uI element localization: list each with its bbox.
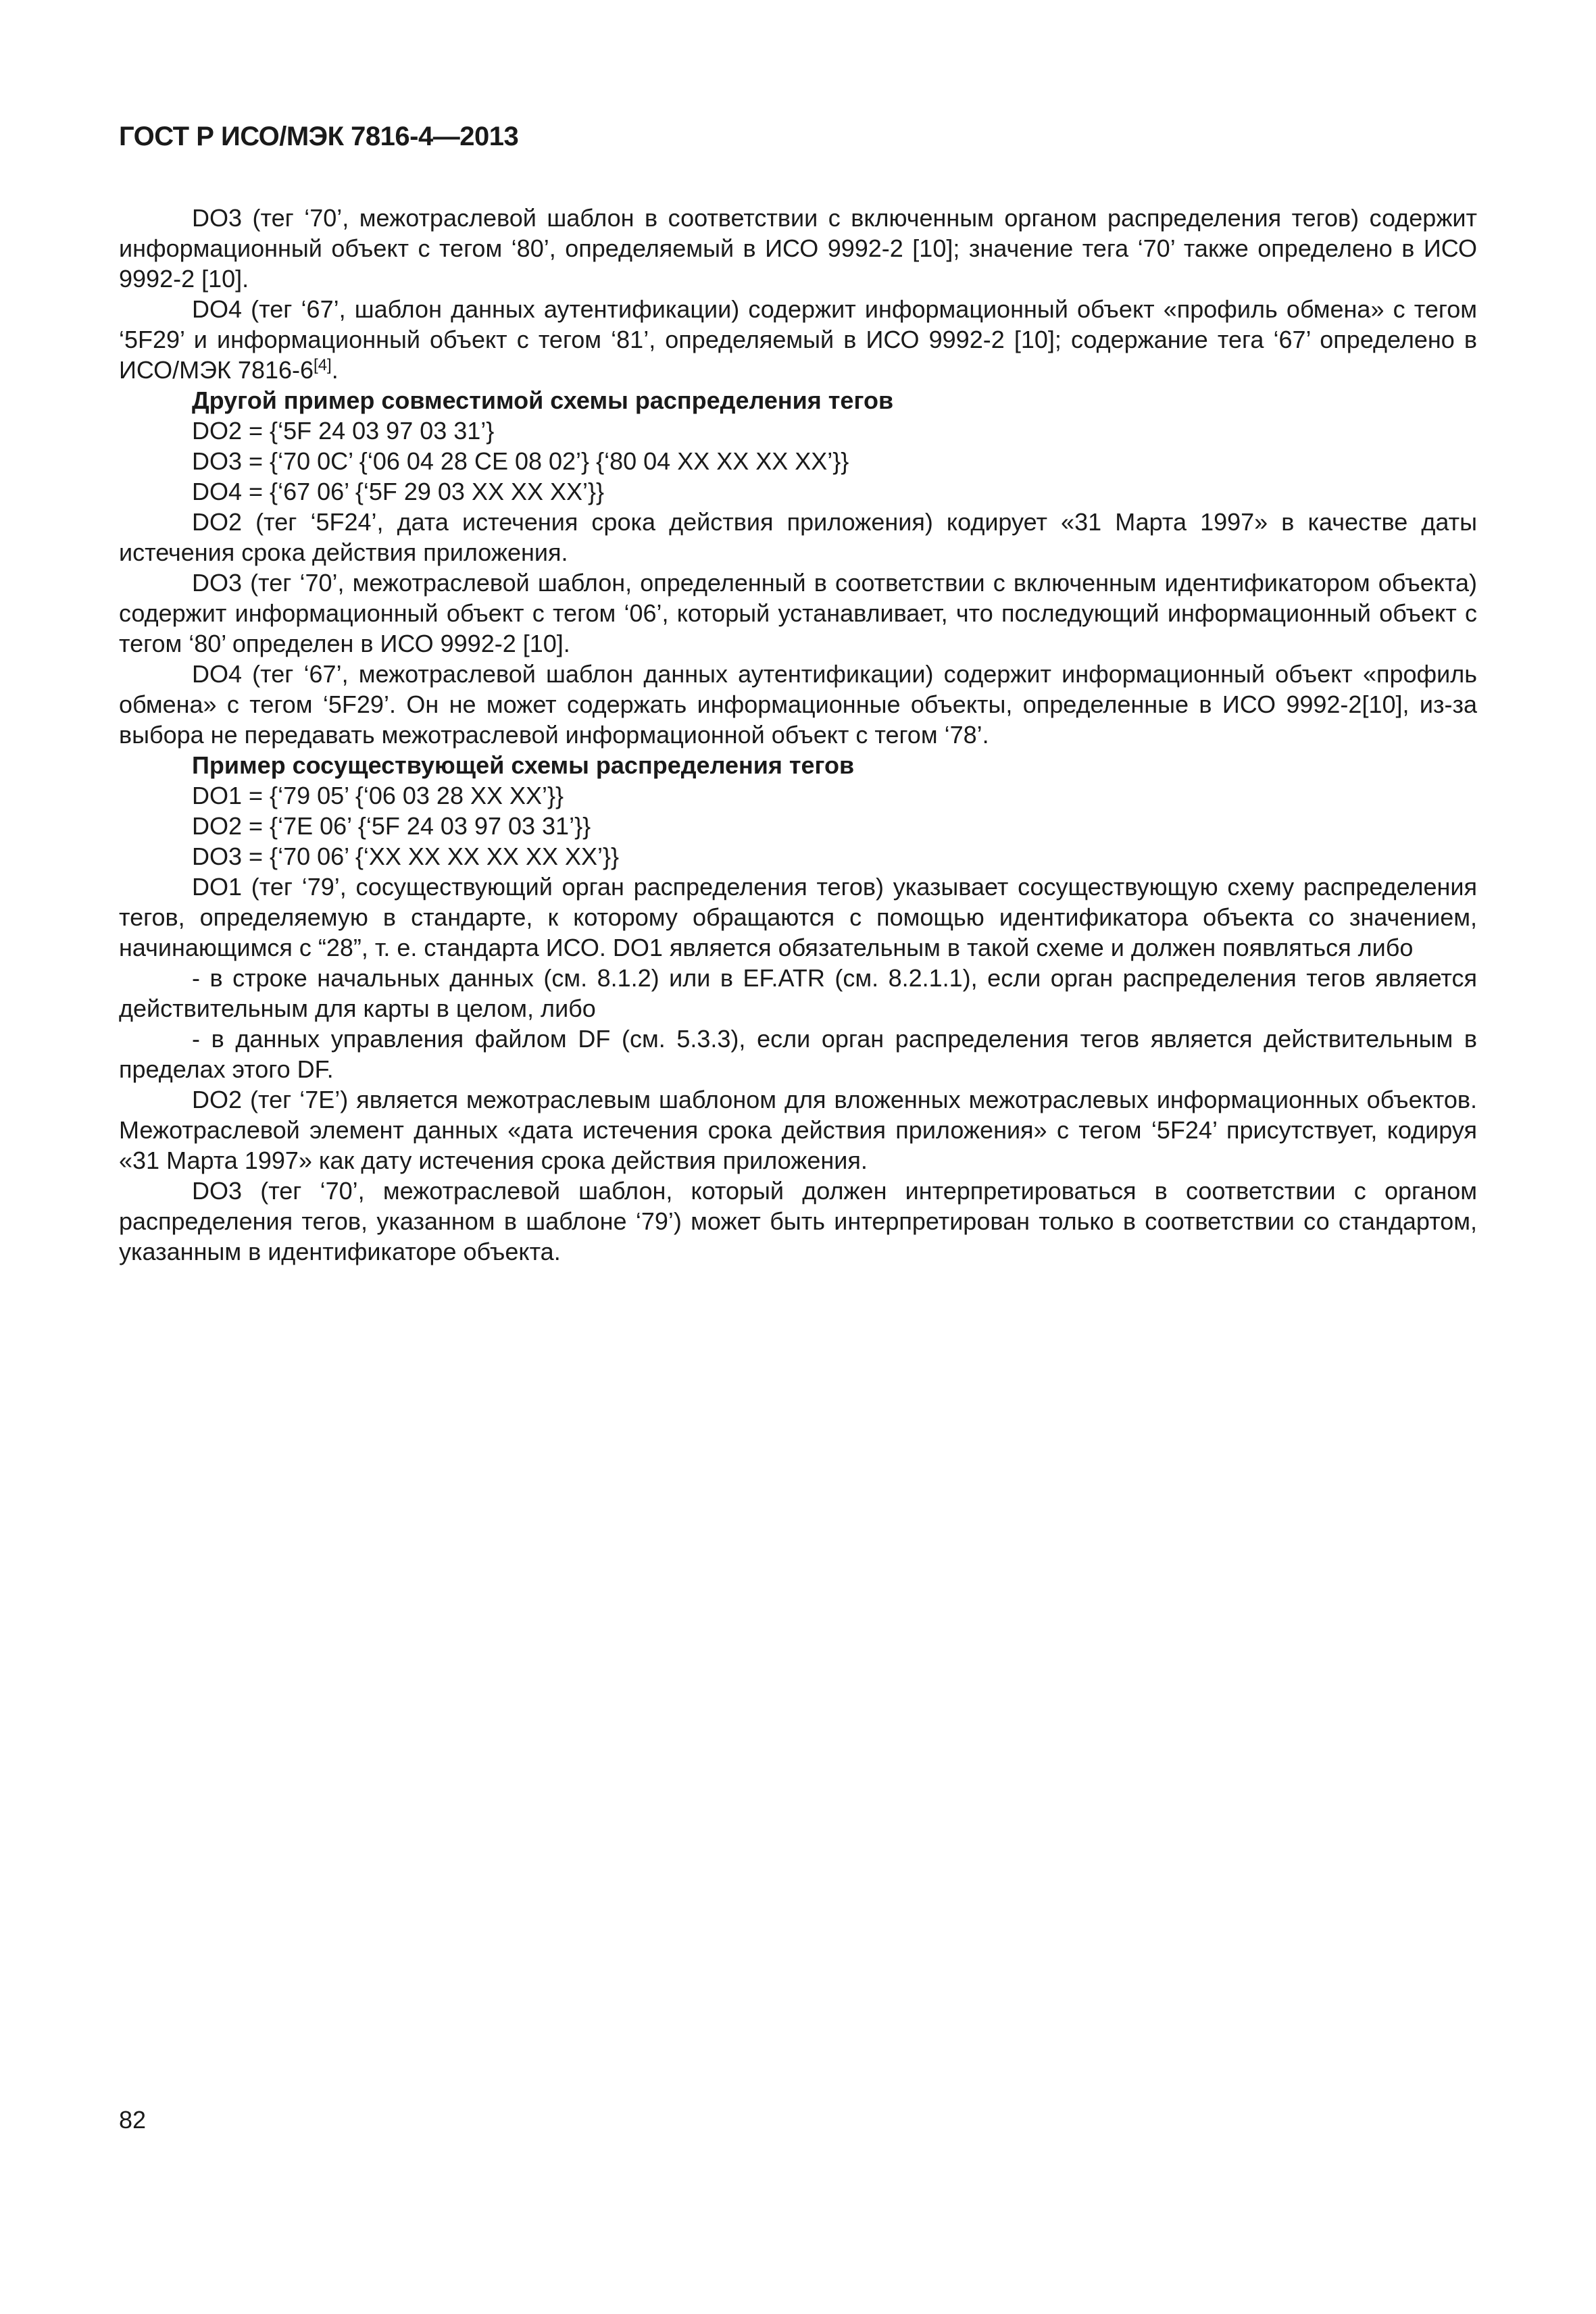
paragraph-tail: . [331,356,339,384]
code-line: DO2 = {‘5F 24 03 97 03 31’} [192,417,495,445]
page-number: 82 [119,2106,147,2134]
standard-header: ГОСТ Р ИСО/МЭК 7816-4—2013 [119,122,519,151]
code-line: DO1 = {‘79 05’ {‘06 03 28 XX XX’}} [192,782,564,809]
list-item: - в данных управления файлом DF (см. 5.3.3), если орган распределения тегов является действительным в пределах этого DF. [119,1025,1477,1083]
paragraph: DO2 (тег ‘7E’) является межотраслевым шаблоном для вложенных межотраслевых информационных объектов. Межотраслевой элемент данных «дата истечения срока действия приложения» с тегом ‘5F24’ присутствует, кодируя «31 Марта 1997» как дату истечения срока действия приложения. [119,1086,1477,1174]
code-line: DO3 = {‘70 0C’ {‘06 04 28 CE 08 02’} {‘80 04 XX XX XX XX’}} [192,447,849,475]
reference-superscript: [4] [314,356,332,374]
list-item: - в строке начальных данных (см. 8.1.2) или в EF.ATR (см. 8.2.1.1), если орган распределения тегов является действительным для карты в целом, либо [119,964,1477,1022]
paragraph: DO2 (тег ‘5F24’, дата истечения срока действия приложения) кодирует «31 Марта 1997» в качестве даты истечения срока действия приложения. [119,508,1477,566]
paragraph: DO4 (тег ‘67’, межотраслевой шаблон данных аутентификации) содержит информационный объект «профиль обмена» с тегом ‘5F29’. Он не может содержать информационные объекты, определенные в ИСО 9992-2[10], из-за выбора не передавать межотраслевой информационной объект с тегом ‘78’. [119,660,1477,749]
code-line: DO3 = {‘70 06’ {‘XX XX XX XX XX XX’}} [192,842,620,870]
paragraph: DO3 (тег ‘70’, межотраслевой шаблон в соответствии с включенным органом распределения тегов) содержит информационный объект с тегом ‘80’, определяемый в ИСО 9992-2 [10]; значение тега ‘70’ также определено в ИСО 9992-2 [10]. [119,204,1477,293]
paragraph-text: DO4 (тег ‘67’, шаблон данных аутентификации) содержит информационный объект «профиль обмена» с тегом ‘5F29’ и информационный объект с тегом ‘81’, определяемый в ИСО 9992-2 [10]; содержание тега ‘67’ определено в ИСО/МЭК 7816-6 [119,295,1477,384]
code-line: DO4 = {‘67 06’ {‘5F 29 03 XX XX XX’}} [192,478,605,505]
paragraph: DO3 (тег ‘70’, межотраслевой шаблон, который должен интерпретироваться в соответствии с органом распределения тегов, указанном в шаблоне ‘79’) может быть интерпретирован только в соответствии со стандартом, указанным в идентификаторе объекта. [119,1177,1477,1265]
code-line: DO2 = {‘7E 06’ {‘5F 24 03 97 03 31’}} [192,812,591,840]
section-heading: Другой пример совместимой схемы распределения тегов [192,386,894,414]
section-heading: Пример сосуществующей схемы распределения тегов [192,751,855,779]
paragraph: DO3 (тег ‘70’, межотраслевой шаблон, определенный в соответствии с включенным идентификатором объекта) содержит информационный объект с тегом ‘06’, который устанавливает, что последующий информационный объект с тегом ‘80’ определен в ИСО 9992-2 [10]. [119,569,1477,657]
body-text [119,203,1477,1267]
paragraph: DO1 (тег ‘79’, сосуществующий орган распределения тегов) указывает сосуществующую схему распределения тегов, определяемую в стандарте, к которому обращаются с помощью идентификатора объекта со значением, начинающимся с “28”, т. е. стандарта ИСО. DO1 является обязательным в такой схеме и должен появляться либо [119,873,1477,961]
paragraph [119,294,1477,385]
